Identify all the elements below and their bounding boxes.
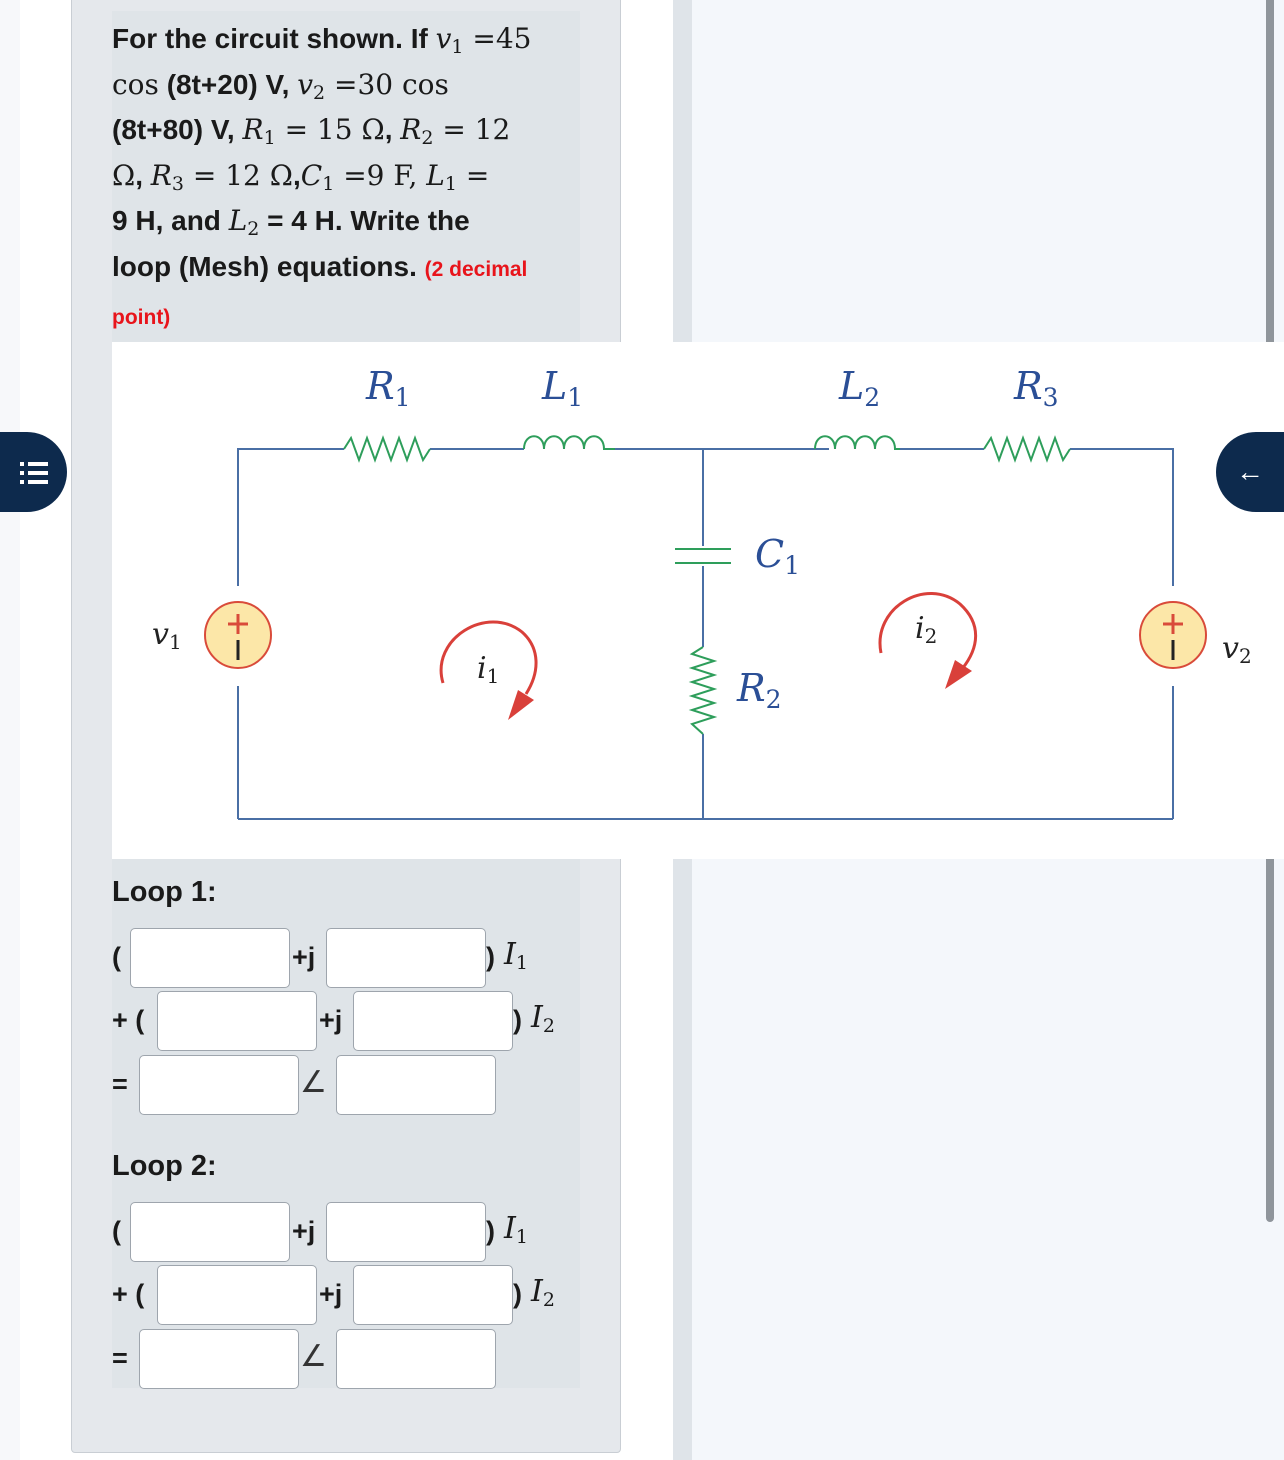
loop-2-i2-imag-input[interactable]: [353, 1265, 513, 1325]
loop-2-row2-open: + (: [112, 1279, 145, 1309]
label-r3: $R_3$: [1014, 364, 1059, 412]
var-r2: $R_2$: [400, 113, 434, 149]
label-c1: $C_1$: [755, 532, 800, 580]
loop-2-row1-plus-j: +j: [292, 1216, 316, 1246]
loop-1-row1-close: ): [486, 942, 495, 972]
loop-1-i1-real-input[interactable]: [130, 928, 290, 988]
label-i2: $i_2$: [915, 611, 938, 648]
question-line-1: For the circuit shown. If $v_1 =45$: [112, 22, 532, 58]
loop-2-title: Loop 2:: [112, 1150, 217, 1182]
loop-2-i1-real-input[interactable]: [130, 1202, 290, 1262]
loop-2-angle-input[interactable]: [336, 1329, 496, 1389]
var-c1: $C_1$: [300, 158, 335, 195]
arrow-left-icon: ←: [1236, 456, 1264, 487]
loop-2-angle-symbol: ∠: [300, 1339, 327, 1374]
loop-1-row1-plus-j: +j: [292, 942, 316, 972]
wire-top-left: [238, 449, 344, 586]
loop-2-magnitude-input[interactable]: [139, 1329, 299, 1389]
loop-2-row2-plus-j: +j: [319, 1279, 343, 1309]
loop-1-row2-close: ): [513, 1005, 522, 1035]
mesh-arrowhead-i2: [945, 660, 972, 689]
inductor-l1-symbol: [524, 436, 615, 449]
question-line-6: loop (Mesh) equations. (2 decimal: [112, 250, 528, 282]
loop-2-i2-real-input[interactable]: [157, 1265, 317, 1325]
loop-1-var-i2: $I_2$: [531, 1000, 555, 1037]
var-r1: $R_1$: [242, 113, 276, 149]
menu-button[interactable]: [0, 432, 67, 512]
loop-2-var-i1: $I_1$: [504, 1211, 528, 1248]
resistor-r3-symbol: [984, 438, 1070, 460]
left-margin: [0, 0, 20, 1460]
label-l2: $L_2$: [839, 364, 881, 412]
list-menu-icon: [18, 459, 50, 487]
var-l2: $L_2$: [228, 204, 260, 240]
var-r3: $R_3$: [150, 158, 184, 195]
var-v1: $v_1$: [435, 22, 464, 58]
label-v1: $v_1$: [152, 617, 182, 654]
loop-2-row1-close: ): [486, 1216, 495, 1246]
resistor-r2-symbol: [692, 647, 714, 734]
label-r1: $R_1$: [366, 364, 411, 412]
loop-2-i1-imag-input[interactable]: [326, 1202, 486, 1262]
loop-1-var-i1: $I_1$: [504, 937, 528, 974]
loop-1-i2-imag-input[interactable]: [353, 991, 513, 1051]
loop-1-magnitude-input[interactable]: [139, 1055, 299, 1115]
circuit-svg: [112, 342, 1284, 859]
circuit-diagram: [112, 342, 1284, 859]
loop-1-angle-input[interactable]: [336, 1055, 496, 1115]
question-line-2: cos (8t+20) V, $v_2 =30$ cos: [112, 67, 449, 104]
loop-1-row2-plus-j: +j: [319, 1005, 343, 1035]
loop-2-row2-close: ): [513, 1279, 522, 1309]
question-line-4: Ω, $R_3 = 12$ $\Omega,C_1 =9$ F, $L_1$ =: [112, 158, 490, 195]
var-l1: $L_1$: [426, 158, 457, 195]
inductor-l2-symbol: [815, 436, 900, 449]
label-l1: $L_1$: [542, 364, 584, 412]
source-v1-symbol: [205, 602, 271, 668]
wire-top-right: [1070, 449, 1173, 586]
question-line-3: (8t+80) V, $R_1 = 15$ Ω, $R_2 = 12$: [112, 113, 511, 149]
var-v2: $v_2$: [297, 67, 326, 104]
question-text: [112, 16, 582, 341]
loop-1-i2-real-input[interactable]: [157, 991, 317, 1051]
loop-2-row1-open: (: [112, 1216, 121, 1246]
loop-2-equals: =: [112, 1343, 128, 1373]
loop-1-i1-imag-input[interactable]: [326, 928, 486, 988]
loop-1-row1-open: (: [112, 942, 121, 972]
label-r2: $R_2$: [737, 666, 782, 714]
question-line-7: [112, 292, 582, 341]
precision-note: (2 decimal: [424, 257, 528, 281]
precision-note-cont: point): [112, 306, 171, 329]
loop-1-equals: =: [112, 1069, 128, 1099]
loop-1-angle-symbol: ∠: [300, 1065, 327, 1100]
question-line-5: 9 H, and $L_2 = 4$ H. Write the: [112, 204, 470, 240]
resistor-r1-symbol: [344, 438, 430, 460]
loop-1-row2-open: + (: [112, 1005, 145, 1035]
source-v2-symbol: [1140, 602, 1206, 668]
mesh-arrowhead-i1: [508, 690, 534, 720]
loop-1-title: Loop 1:: [112, 876, 217, 908]
loop-2-var-i2: $I_2$: [531, 1274, 555, 1311]
label-v2: $v_2$: [1222, 631, 1252, 668]
label-i1: $i_1$: [477, 651, 500, 688]
